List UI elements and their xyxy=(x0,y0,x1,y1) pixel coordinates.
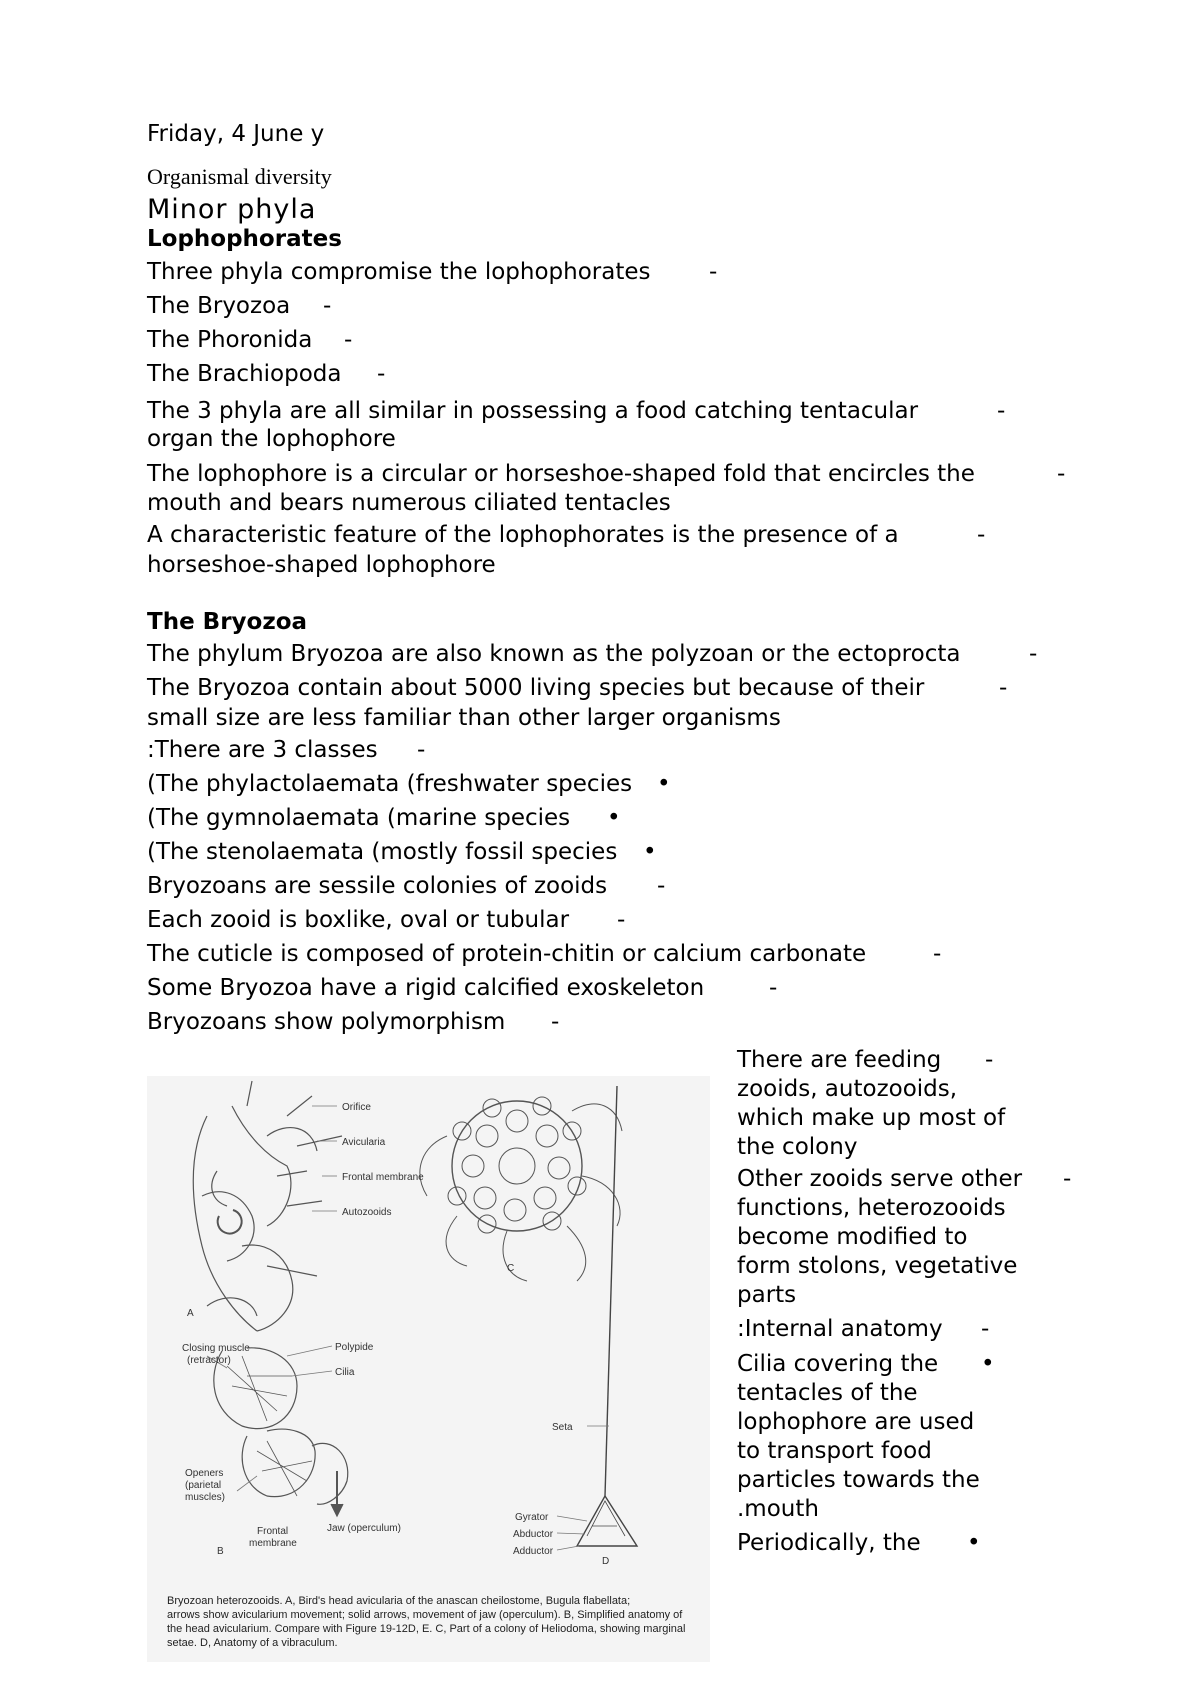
bryozoa-line-text: Bryozoans show polymorphism xyxy=(147,1009,506,1035)
class-item-text: (The phylactolaemata (freshwater species xyxy=(147,771,633,797)
right-column-line xyxy=(737,1046,994,1075)
figure-caption-line: setae. D, Anatomy of a vibraculum. xyxy=(167,1637,338,1649)
dash-marker: - xyxy=(997,398,1006,424)
class-item xyxy=(147,770,671,799)
right-column-text: Periodically, the xyxy=(737,1530,921,1556)
figure-panel-label: C xyxy=(507,1263,515,1274)
figure-label: Abductor xyxy=(513,1529,554,1540)
bullet-marker: • xyxy=(967,1530,981,1556)
bryozoa-line-text: The phylum Bryozoa are also known as the polyzoan or the ectoprocta xyxy=(147,641,961,667)
right-column-text: There are feeding xyxy=(737,1047,942,1073)
right-column-line xyxy=(737,1529,981,1558)
dash-marker: - xyxy=(709,259,718,285)
right-column-text: Cilia covering the xyxy=(737,1351,939,1377)
phylum-item xyxy=(147,326,353,355)
bryozoa-line xyxy=(147,736,426,765)
figure-caption-line: arrows show avicularium movement; solid arrows, movement of jaw (operculum). B, Simplified anatomy of xyxy=(167,1609,683,1621)
dash-marker: - xyxy=(377,361,386,387)
date-line: Friday, 4 June y xyxy=(147,121,325,147)
bryozoa-line-text: The Bryozoa contain about 5000 living species but because of their xyxy=(147,675,925,701)
figure-panel-label: A xyxy=(187,1308,194,1319)
figure-drawing xyxy=(147,1076,710,1662)
class-item-text: (The gymnolaemata (marine species xyxy=(147,805,571,831)
dash-marker: - xyxy=(417,737,426,763)
bryozoa-line-text: :There are 3 classes xyxy=(147,737,378,763)
class-item xyxy=(147,838,657,867)
paragraph-text: A characteristic feature of the lophophorates is the presence of a xyxy=(147,522,899,548)
right-column-line: particles towards the xyxy=(737,1467,980,1493)
bryozoa-line xyxy=(147,872,666,901)
right-column-line: form stolons, vegetative xyxy=(737,1253,1018,1279)
paragraph-line xyxy=(147,397,1006,426)
right-column-line: which make up most of xyxy=(737,1105,1006,1131)
right-column-line xyxy=(737,1165,1072,1194)
right-column-line xyxy=(737,1350,995,1379)
figure-caption-line: Bryozoan heterozooids. A, Bird's head avicularia of the anascan cheilostome, Bugula flabellata; xyxy=(167,1595,631,1607)
phylum-item-text: The Brachiopoda xyxy=(147,361,342,387)
lophophorates-intro xyxy=(147,258,718,287)
figure-label: Polypide xyxy=(335,1342,374,1353)
right-column-line: become modified to xyxy=(737,1224,968,1250)
bullet-marker: • xyxy=(607,805,621,831)
figure-label: Cilia xyxy=(335,1367,355,1378)
right-column-line: functions, heterozooids xyxy=(737,1195,1006,1221)
subject-line: Organismal diversity xyxy=(147,164,332,189)
figure-label: Orifice xyxy=(342,1102,371,1113)
right-column-text: :Internal anatomy xyxy=(737,1316,943,1342)
dash-marker: - xyxy=(999,675,1008,701)
figure-label: Autozooids xyxy=(342,1207,392,1218)
bullet-marker: • xyxy=(657,771,671,797)
paragraph-line: mouth and bears numerous ciliated tentacles xyxy=(147,490,671,516)
section-heading-bryozoa: The Bryozoa xyxy=(147,609,308,635)
right-column-line: zooids, autozooids, xyxy=(737,1076,958,1102)
right-column-text: Other zooids serve other xyxy=(737,1166,1023,1192)
figure-panel-label: D xyxy=(602,1556,610,1567)
dash-marker: - xyxy=(323,293,332,319)
figure-label: muscles) xyxy=(185,1492,226,1503)
class-item xyxy=(147,804,621,833)
bryozoa-line xyxy=(147,974,778,1003)
paragraph-line xyxy=(147,460,1066,489)
section-heading-lophophorates: Lophophorates xyxy=(147,226,342,252)
figure-label: Frontal membrane xyxy=(342,1172,424,1183)
right-column-line: .mouth xyxy=(737,1496,819,1522)
dash-marker: - xyxy=(977,522,986,548)
paragraph-line xyxy=(147,521,986,550)
paragraph-text: The 3 phyla are all similar in possessing a food catching tentacular xyxy=(147,398,919,424)
figure-label: Frontal xyxy=(257,1526,289,1537)
dash-marker: - xyxy=(657,873,666,899)
dash-marker: - xyxy=(344,327,353,353)
bryozoa-line-text: Each zooid is boxlike, oval or tubular xyxy=(147,907,570,933)
figure-caption-line: the head avicularium. Compare with Figure 19-12D, E. C, Part of a colony of Heliodoma, showing marginal xyxy=(167,1623,686,1635)
figure-label: membrane xyxy=(249,1538,297,1549)
figure-label: Closing muscle xyxy=(182,1343,250,1354)
phylum-item-text: The Phoronida xyxy=(147,327,313,353)
figure-panel-label: B xyxy=(217,1546,224,1557)
paragraph-text: The lophophore is a circular or horseshoe-shaped fold that encircles the xyxy=(147,461,975,487)
lophophorates-intro-text: Three phyla compromise the lophophorates xyxy=(147,259,651,285)
paragraph-line: organ the lophophore xyxy=(147,426,396,452)
bryozoan-heterozooids-figure xyxy=(147,1076,710,1662)
dash-marker: - xyxy=(933,941,942,967)
bryozoa-line xyxy=(147,674,1008,703)
phylum-item xyxy=(147,292,332,321)
right-column-line: tentacles of the xyxy=(737,1380,918,1406)
right-column-line: to transport food xyxy=(737,1438,932,1464)
dash-marker: - xyxy=(617,907,626,933)
figure-label: Seta xyxy=(552,1422,573,1433)
figure-label: Jaw (operculum) xyxy=(327,1523,401,1534)
bullet-marker: • xyxy=(643,839,657,865)
bryozoa-line xyxy=(147,640,1038,669)
bryozoa-line: small size are less familiar than other larger organisms xyxy=(147,705,781,731)
figure-label: Gyrator xyxy=(515,1512,549,1523)
figure-label: Avicularia xyxy=(342,1137,386,1148)
dash-marker: - xyxy=(551,1009,560,1035)
dash-marker: - xyxy=(1063,1166,1072,1192)
right-column-line: the colony xyxy=(737,1134,858,1160)
dash-marker: - xyxy=(1057,461,1066,487)
figure-label: (retractor) xyxy=(187,1355,231,1366)
topic-title: Minor phyla xyxy=(147,194,317,225)
bryozoa-line xyxy=(147,940,942,969)
bryozoa-line xyxy=(147,906,626,935)
dash-marker: - xyxy=(769,975,778,1001)
right-column-line: lophophore are used xyxy=(737,1409,975,1435)
dash-marker: - xyxy=(1029,641,1038,667)
dash-marker: - xyxy=(981,1316,990,1342)
figure-label: Adductor xyxy=(513,1546,554,1557)
bryozoa-line-text: Some Bryozoa have a rigid calcified exoskeleton xyxy=(147,975,705,1001)
bryozoa-line-text: The cuticle is composed of protein-chitin or calcium carbonate xyxy=(147,941,867,967)
paragraph-line: horseshoe-shaped lophophore xyxy=(147,552,496,578)
dash-marker: - xyxy=(985,1047,994,1073)
figure-label: (parietal xyxy=(185,1480,222,1491)
bullet-marker: • xyxy=(981,1351,995,1377)
right-column-line: parts xyxy=(737,1282,797,1308)
class-item-text: (The stenolaemata (mostly fossil species xyxy=(147,839,618,865)
bryozoa-line xyxy=(147,1008,560,1037)
right-column-line xyxy=(737,1315,990,1344)
bryozoa-line-text: Bryozoans are sessile colonies of zooids xyxy=(147,873,608,899)
phylum-item-text: The Bryozoa xyxy=(147,293,291,319)
figure-label: Openers xyxy=(185,1468,224,1479)
phylum-item xyxy=(147,360,386,389)
